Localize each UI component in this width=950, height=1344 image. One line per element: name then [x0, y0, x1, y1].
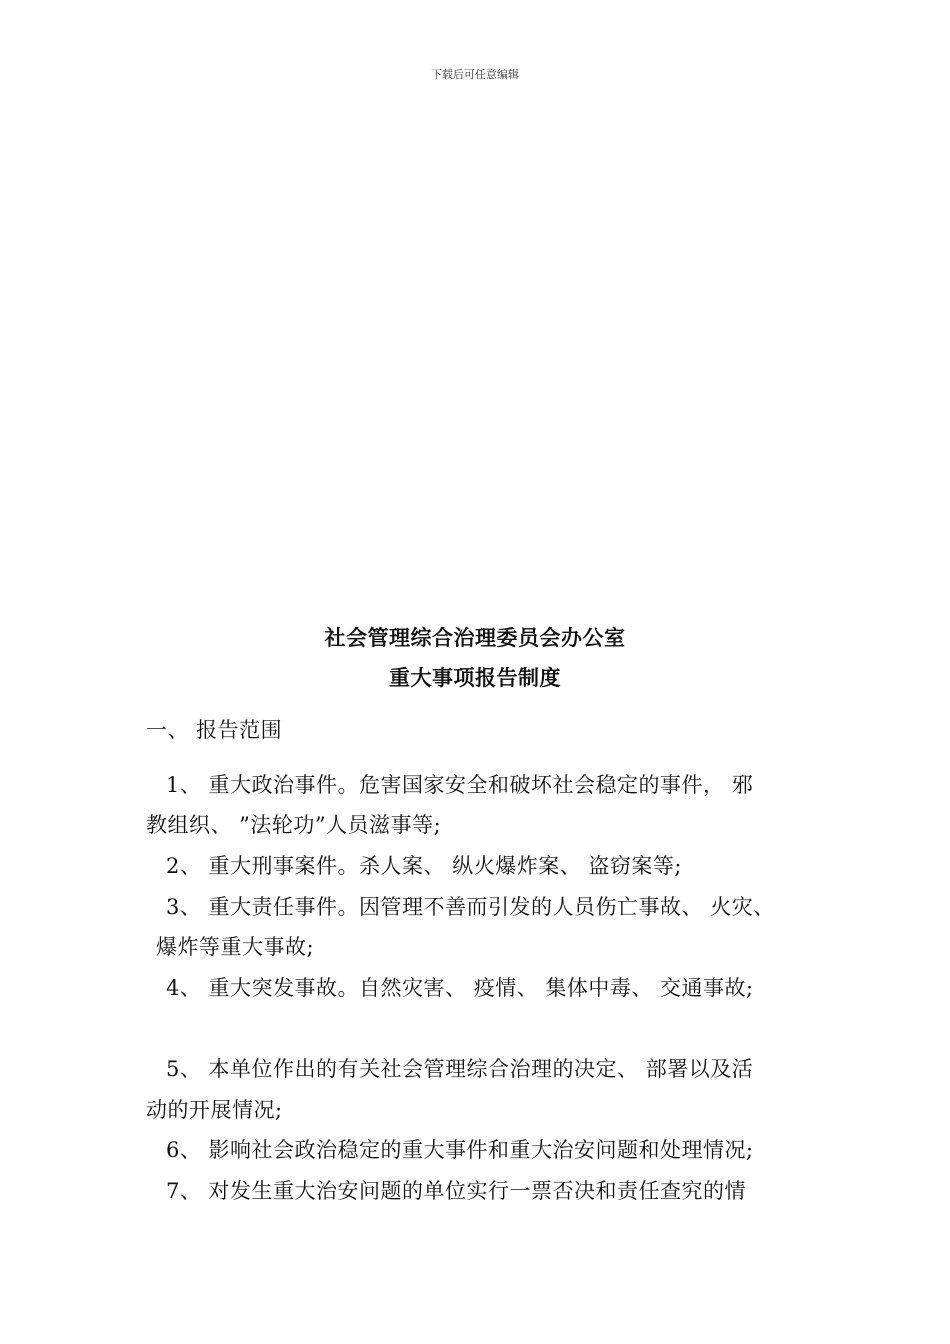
- body-line: 教组织、 ”法轮功”人员滋事等;: [146, 813, 442, 837]
- document-title-line2: 重大事项报告制度: [389, 666, 561, 690]
- document-title-line1: 社会管理综合治理委员会办公室: [324, 626, 626, 650]
- body-line: 爆炸等重大事故;: [156, 935, 315, 959]
- body-line: 1、 重大政治事件。危害国家安全和破坏社会稳定的事件， 邪: [166, 773, 754, 797]
- body-line: 4、 重大突发事故。自然灾害、 疫情、 集体中毒、 交通事故;: [166, 976, 754, 1000]
- body-line: 3、 重大责任事件。因管理不善而引发的人员伤亡事故、 火灾、: [166, 895, 775, 919]
- body-line: 2、 重大刑事案件。杀人案、 纵火爆炸案、 盗窃案等;: [166, 854, 682, 878]
- header-note: 下载后可任意编辑: [431, 68, 519, 81]
- body-line: 5、 本单位作出的有关社会管理综合治理的决定、 部署以及活: [166, 1057, 754, 1081]
- body-line: 动的开展情况;: [146, 1098, 283, 1122]
- section-heading: 一、 报告范围: [146, 718, 283, 742]
- body-line: 6、 影响社会政治稳定的重大事件和重大治安问题和处理情况;: [166, 1138, 754, 1162]
- body-line: 7、 对发生重大治安问题的单位实行一票否决和责任查究的情: [166, 1179, 747, 1203]
